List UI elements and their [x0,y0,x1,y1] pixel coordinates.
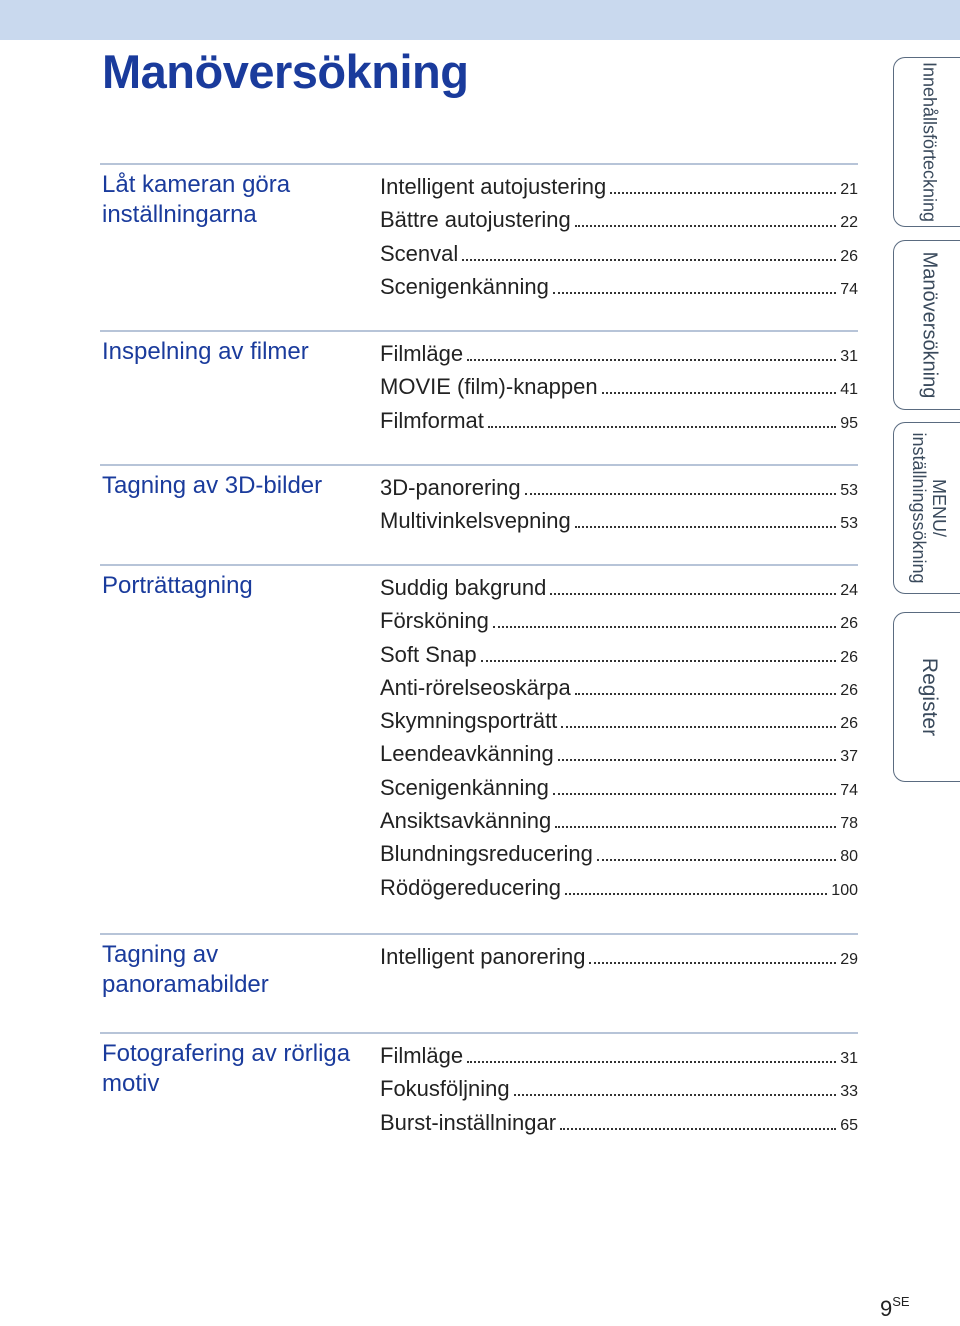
page-number-value: 9 [880,1296,893,1321]
tab-label: MENU/ inställningssökning [909,432,949,584]
toc-entry[interactable] [380,804,858,837]
dot-leader [488,419,836,428]
entry-page-number: 53 [840,515,858,533]
entry-list [380,571,858,904]
toc-entry[interactable] [380,638,858,671]
dot-leader [575,686,836,695]
section-label: Låt kameran göra inställningarna [102,171,291,228]
page-title: Manöversökning [102,45,469,98]
toc-entry[interactable] [380,704,858,737]
toc-entry[interactable] [380,604,858,637]
entry-label: Ansiktsavkänning [380,808,552,834]
tab-menu-settings-search[interactable] [893,422,960,594]
dot-leader [560,1121,836,1130]
entry-page-number: 24 [840,582,858,599]
entry-page-number: 80 [840,848,858,866]
entry-page-number: 26 [840,681,858,699]
toc-entry[interactable] [380,203,858,236]
entry-page-number: 33 [840,1083,858,1101]
dot-leader [555,819,836,828]
toc-entry[interactable] [380,940,858,973]
toc-entry[interactable] [380,671,858,704]
section-label: Porträttagning [102,572,253,599]
entry-label: Burst-inställningar [380,1109,557,1135]
entry-label: Rödögereducering [380,874,562,900]
dot-leader [561,719,836,728]
toc-entry[interactable] [380,1106,858,1139]
toc-entry[interactable] [380,1039,858,1072]
entry-list [380,170,858,303]
toc-entry[interactable] [380,170,858,203]
entry-page-number: 100 [831,881,858,899]
tab-operation-search[interactable] [893,240,960,410]
tab-label: Innehållsförteckning [919,61,940,223]
entry-label: Filmläge [380,1043,464,1068]
dot-leader [589,955,836,964]
toc-entry[interactable] [380,737,858,770]
toc-entry[interactable] [380,370,858,403]
dot-leader [597,852,836,861]
entry-page-number: 22 [840,214,858,232]
entry-page-number: 95 [840,414,858,432]
tab-label: Manöversökning [918,251,941,399]
dot-leader [514,1087,837,1096]
section-label: Inspelning av filmer [102,338,309,365]
dot-leader [467,352,836,361]
entry-label: Intelligent panorering [380,944,586,969]
dot-leader [550,586,836,595]
entry-page-number: 41 [840,381,858,399]
entry-label: Leendeavkänning [380,741,554,767]
dot-leader [481,653,837,662]
entry-page-number: 26 [840,615,858,633]
entry-page-number: 65 [840,1116,858,1134]
tab-index[interactable] [893,612,960,782]
toc-entry[interactable] [380,337,858,370]
entry-label: Bättre autojustering [380,207,571,233]
toc-entry[interactable] [380,1072,858,1105]
toc-entry[interactable] [380,871,858,904]
toc-entry[interactable] [380,571,858,604]
section-portrait [100,564,858,936]
entry-page-number: 29 [840,951,858,968]
dot-leader [565,886,827,895]
entry-list [380,940,858,973]
entry-page-number: 74 [840,280,858,298]
entry-label: MOVIE (film)-knappen [380,374,598,400]
entry-label: Filmformat [380,407,484,433]
dot-leader [575,218,836,227]
entry-page-number: 31 [840,1050,858,1067]
toc-entry[interactable] [380,237,858,270]
entry-page-number: 53 [840,482,858,499]
section-moving-subjects [100,1032,858,1154]
entry-list [380,337,858,437]
dot-leader [602,385,837,394]
toc-entry[interactable] [380,270,858,303]
entry-label: Scenval [380,240,459,266]
entry-list [380,1039,858,1139]
dot-leader [525,486,837,495]
entry-label: Anti-rörelseoskärpa [380,674,571,700]
section-label: Tagning av 3D-bilder [102,472,323,499]
dot-leader [462,252,836,261]
toc-entry[interactable] [380,837,858,870]
entry-label: Blundningsreducering [380,841,593,867]
dot-leader [575,519,836,528]
entry-label: Suddig bakgrund [380,575,547,600]
entry-page-number: 74 [840,781,858,799]
entry-page-number: 78 [840,815,858,833]
page-number [880,1296,910,1322]
section-label: Fotografering av rörliga motiv [102,1040,351,1097]
tab-contents[interactable] [893,57,960,227]
entry-page-number: 26 [840,247,858,265]
entry-label: Skymningsporträtt [380,708,558,734]
page-number-suffix: SE [892,1294,910,1309]
entry-page-number: 31 [840,348,858,365]
entry-label: Scenigenkänning [380,774,549,800]
top-banner [0,0,960,40]
entry-label: Scenigenkänning [380,273,549,299]
toc-entry[interactable] [380,504,858,537]
entry-label: Försköning [380,608,489,634]
dot-leader [553,786,836,795]
section-movie-recording [100,330,858,462]
entry-label: Soft Snap [380,641,477,667]
entry-list [380,471,858,538]
dot-leader [610,185,836,194]
section-3d-shooting [100,464,858,566]
toc-entry[interactable] [380,471,858,504]
entry-page-number: 26 [840,648,858,666]
entry-label: Filmläge [380,341,464,366]
tab-label: Register [918,657,941,737]
dot-leader [467,1054,836,1063]
section-camera-settings [100,163,858,325]
entry-label: 3D-panorering [380,475,521,500]
dot-leader [553,285,836,294]
section-panorama [100,933,858,1025]
entry-label: Multivinkelsvepning [380,508,571,534]
toc-entry[interactable] [380,771,858,804]
entry-page-number: 37 [840,748,858,766]
entry-page-number: 21 [840,181,858,198]
entry-label: Intelligent autojustering [380,174,607,199]
dot-leader [558,752,836,761]
dot-leader [493,619,836,628]
section-label: Tagning av panoramabilder [102,941,269,998]
toc-entry[interactable] [380,404,858,437]
entry-page-number: 26 [840,715,858,733]
entry-label: Fokusföljning [380,1076,510,1102]
